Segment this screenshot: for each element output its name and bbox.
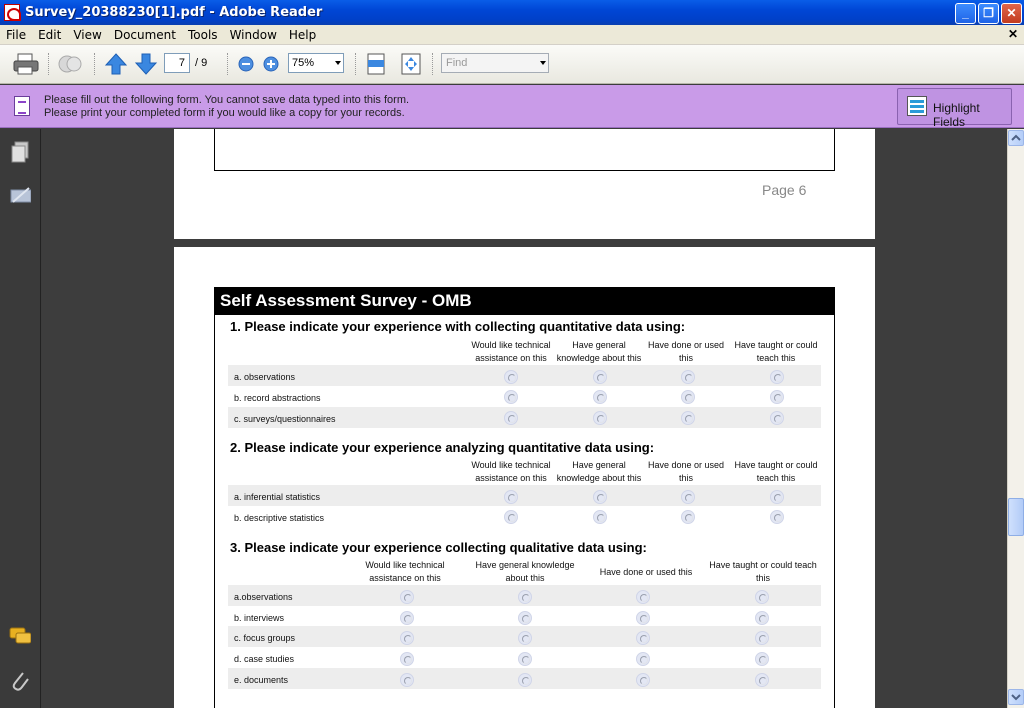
scroll-down-button[interactable]	[1008, 689, 1024, 705]
row-label: c. surveys/questionnaires	[234, 414, 336, 424]
radio-button[interactable]	[400, 652, 414, 666]
row-label: d. case studies	[234, 654, 295, 664]
radio-button[interactable]	[504, 370, 518, 384]
q1-column-header: Have taught or could teach this	[734, 340, 818, 363]
adobe-reader-icon	[4, 4, 20, 21]
document-close-icon[interactable]: ✕	[1007, 27, 1018, 41]
q2-column-header: Have taught or could teach this	[734, 460, 818, 483]
table-row	[228, 485, 821, 506]
next-page-icon[interactable]	[134, 52, 158, 76]
form-message-line-1: Please fill out the following form. You cannot save data typed into this form.	[44, 94, 410, 106]
scroll-up-button[interactable]	[1008, 130, 1024, 146]
zoom-level-value: 75%	[292, 57, 315, 69]
window-title: Survey_20388230[1].pdf - Adobe Reader	[25, 5, 323, 20]
form-icon	[14, 96, 30, 116]
row-label: b. record abstractions	[234, 393, 321, 403]
q3-column-header: Have done or used this	[599, 567, 693, 577]
highlight-fields-button[interactable]	[897, 88, 1012, 129]
radio-button[interactable]	[636, 611, 650, 625]
toolbar-separator	[48, 53, 50, 75]
q2-column-header: Would like technical assistance on this	[471, 460, 551, 483]
navigation-panel	[0, 129, 41, 708]
row-label: c. focus groups	[234, 633, 296, 643]
row-label: a. inferential statistics	[234, 492, 321, 502]
table-row	[228, 386, 821, 407]
question-3: 3. Please indicate your experience collecting qualitative data using:	[230, 540, 647, 555]
radio-button[interactable]	[770, 510, 784, 524]
radio-button[interactable]	[593, 390, 607, 404]
vertical-scrollbar[interactable]	[1007, 129, 1024, 708]
radio-button[interactable]	[755, 590, 769, 604]
document-view[interactable]	[42, 129, 1007, 708]
fit-width-icon[interactable]	[365, 52, 387, 76]
chevron-down-icon	[1009, 690, 1023, 704]
radio-button[interactable]	[681, 490, 695, 504]
close-button[interactable]: ✕	[1001, 3, 1022, 24]
row-label: e. documents	[234, 675, 289, 685]
menu-tools[interactable]: Tools	[188, 28, 218, 42]
table-row	[228, 407, 821, 428]
radio-button[interactable]	[770, 370, 784, 384]
radio-button[interactable]	[636, 590, 650, 604]
menu-help[interactable]: Help	[288, 28, 317, 42]
radio-button[interactable]	[593, 490, 607, 504]
radio-button[interactable]	[593, 510, 607, 524]
radio-button[interactable]	[770, 490, 784, 504]
radio-button[interactable]	[755, 673, 769, 687]
toolbar-separator	[227, 53, 229, 75]
chevron-down-icon	[335, 61, 341, 65]
radio-button[interactable]	[504, 390, 518, 404]
menu-edit[interactable]: Edit	[38, 28, 62, 42]
radio-button[interactable]	[770, 390, 784, 404]
radio-button[interactable]	[770, 411, 784, 425]
radio-button[interactable]	[518, 611, 532, 625]
radio-button[interactable]	[518, 652, 532, 666]
radio-button[interactable]	[400, 611, 414, 625]
menu-window[interactable]: Window	[229, 28, 277, 42]
row-label: a.observations	[234, 592, 293, 602]
chevron-up-icon	[1009, 131, 1023, 145]
toolbar-separator	[94, 53, 96, 75]
survey-form	[214, 287, 835, 708]
pages-icon[interactable]	[9, 141, 31, 163]
chevron-down-icon	[540, 61, 546, 65]
form-text-box[interactable]	[214, 129, 835, 171]
page-total: / 9	[195, 57, 208, 69]
toolbar-separator	[355, 53, 357, 75]
q3-column-header: Would like technical assistance on this	[365, 560, 445, 583]
highlight-fields-icon	[907, 96, 927, 116]
radio-button[interactable]	[755, 652, 769, 666]
comments-icon[interactable]	[9, 626, 31, 648]
q1-column-header: Have general knowledge about this	[556, 340, 642, 363]
q2-column-header: Have general knowledge about this	[556, 460, 642, 483]
radio-button[interactable]	[755, 631, 769, 645]
page-number-label: Page 6	[762, 182, 807, 198]
q2-column-header: Have done or used this	[647, 460, 725, 483]
radio-button[interactable]	[593, 370, 607, 384]
menu-document[interactable]: Document	[113, 28, 176, 42]
table-row	[228, 365, 821, 386]
zoom-level-dropdown[interactable]	[288, 53, 344, 73]
fit-page-icon[interactable]	[399, 52, 423, 76]
radio-button[interactable]	[504, 510, 518, 524]
scroll-thumb[interactable]	[1008, 498, 1024, 536]
restore-button[interactable]: ❐	[978, 3, 999, 24]
highlight-fields-label: Highlight Fields	[933, 101, 980, 129]
question-2: 2. Please indicate your experience analyzing quantitative data using:	[230, 440, 655, 455]
radio-button[interactable]	[518, 631, 532, 645]
q1-column-header: Would like technical assistance on this	[471, 340, 551, 363]
row-label: b. descriptive statistics	[234, 513, 325, 523]
signatures-icon[interactable]	[9, 185, 31, 207]
menu-view[interactable]: View	[73, 28, 102, 42]
document-message-bar	[0, 85, 1024, 128]
find-input[interactable]	[441, 53, 549, 73]
zoom-out-icon[interactable]	[236, 52, 256, 76]
row-label: a. observations	[234, 372, 296, 382]
radio-button[interactable]	[504, 490, 518, 504]
form-message-line-2: Please print your completed form if you would like a copy for your records.	[44, 107, 405, 119]
survey-title: Self Assessment Survey - OMB	[215, 287, 834, 315]
q3-column-header: Have taught or could teach this	[709, 560, 817, 583]
attachments-icon[interactable]	[9, 669, 31, 691]
radio-button[interactable]	[755, 611, 769, 625]
menu-bar	[0, 25, 1024, 45]
previous-page-icon[interactable]	[104, 52, 128, 76]
q1-column-header: Have done or used this	[647, 340, 725, 363]
minimize-button[interactable]: _	[955, 3, 976, 24]
pdf-page-6	[174, 129, 875, 239]
title-bar	[0, 0, 1024, 25]
pdf-page-7	[174, 247, 875, 708]
radio-button[interactable]	[636, 652, 650, 666]
radio-button[interactable]	[400, 673, 414, 687]
question-1: 1. Please indicate your experience with collecting quantitative data using:	[230, 319, 686, 334]
menu-file[interactable]: File	[6, 28, 27, 42]
radio-button[interactable]	[593, 411, 607, 425]
zoom-in-icon[interactable]	[261, 52, 281, 76]
page-number-input[interactable]: 7	[164, 53, 190, 73]
table-row	[228, 506, 821, 527]
radio-button[interactable]	[681, 370, 695, 384]
radio-button[interactable]	[400, 631, 414, 645]
form-message	[44, 94, 409, 120]
toolbar	[0, 45, 1024, 84]
row-label: b. interviews	[234, 613, 285, 623]
radio-button[interactable]	[504, 411, 518, 425]
toolbar-separator	[432, 53, 434, 75]
radio-button[interactable]	[636, 631, 650, 645]
q3-column-header: Have general knowledge about this	[475, 560, 575, 583]
radio-button[interactable]	[518, 673, 532, 687]
radio-button[interactable]	[518, 590, 532, 604]
radio-button[interactable]	[636, 673, 650, 687]
radio-button[interactable]	[400, 590, 414, 604]
radio-button[interactable]	[681, 390, 695, 404]
radio-button[interactable]	[681, 411, 695, 425]
find-placeholder: Find	[446, 57, 468, 69]
print-icon[interactable]	[12, 52, 40, 76]
radio-button[interactable]	[681, 510, 695, 524]
collaborate-icon[interactable]	[57, 52, 85, 76]
